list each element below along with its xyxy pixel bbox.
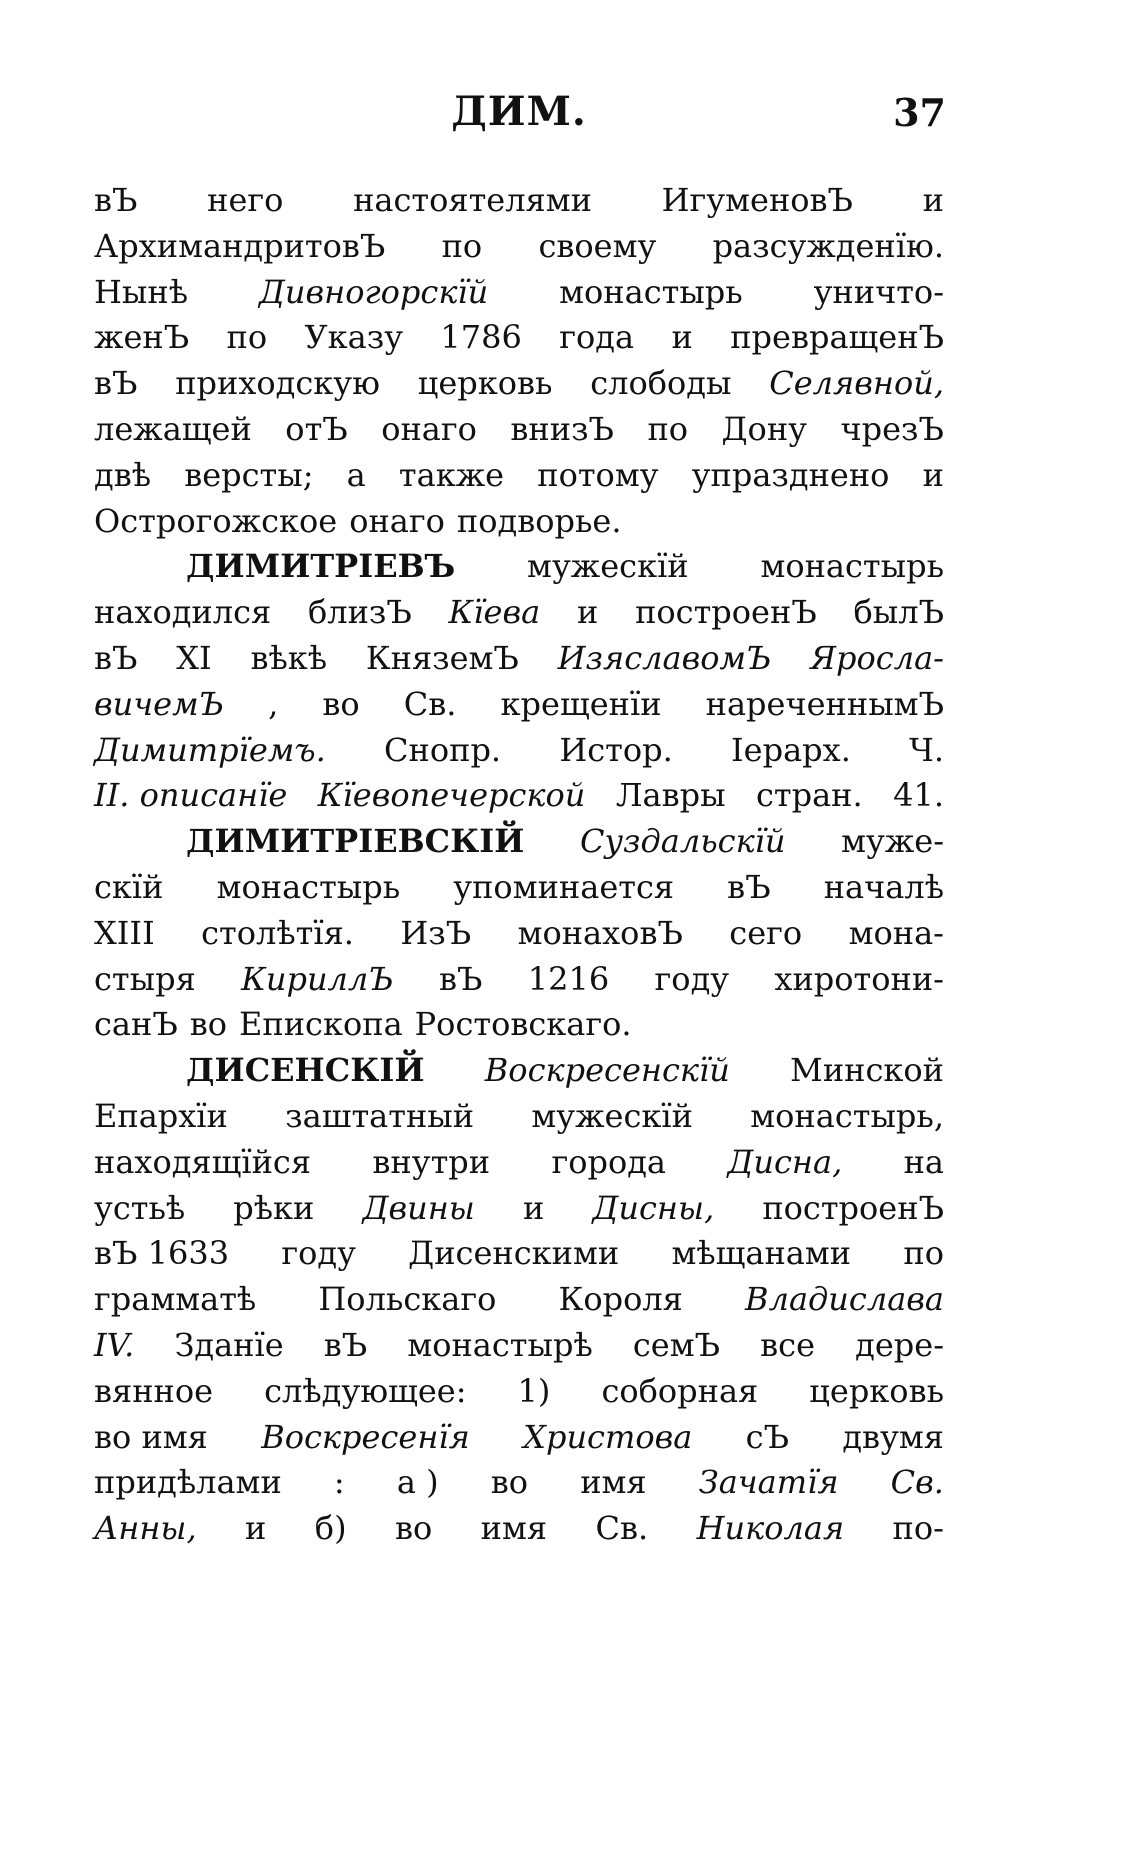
text-word: муже- [841, 822, 944, 861]
text-word: во [394, 1509, 433, 1548]
text-word: двѣ [94, 455, 152, 494]
text-word: версты; [184, 455, 314, 494]
text-word: вѣкѣ [250, 638, 328, 677]
text-word: Нынѣ [94, 272, 188, 311]
text-word: потому [537, 455, 659, 494]
text-word: чрезЪ [840, 409, 944, 448]
text-word: отЪ [285, 409, 348, 448]
text-word: мона- [848, 913, 944, 952]
text-word: придѣлами [94, 1463, 282, 1502]
entry-headword: ДИМИТРІЕВСКІЙ [186, 822, 525, 861]
text-word: Епископа [239, 1005, 403, 1044]
text-line [94, 911, 944, 957]
text-word: на [903, 1142, 944, 1181]
text-word: онаго [349, 501, 445, 540]
text-word: близЪ [307, 593, 412, 632]
text-word: подворье. [456, 501, 622, 540]
text-word: Дисна, [727, 1142, 843, 1181]
text-word: грамматѣ [94, 1280, 257, 1319]
text-word: монастырь [760, 547, 944, 586]
text-word: Зачатїя [698, 1463, 839, 1502]
text-line [94, 1048, 944, 1094]
text-word: все [760, 1325, 816, 1364]
text-word: КняземЪ [365, 638, 519, 677]
text-word: вЪ [323, 1325, 368, 1364]
text-word: КириллЪ [241, 959, 394, 998]
text-word: хиротони- [774, 959, 944, 998]
text-word: вянное [94, 1371, 214, 1410]
running-head [94, 88, 944, 148]
text-word: церковь [809, 1371, 944, 1410]
text-word: онаго [381, 409, 477, 448]
text-word: имя [480, 1509, 548, 1548]
text-word: города [551, 1142, 666, 1181]
text-word: Св. [403, 684, 457, 723]
text-word: Кїева [448, 593, 541, 632]
text-word: Суздальскїй [579, 822, 786, 861]
text-word: также [398, 455, 505, 494]
text-word: заштатный [285, 1096, 475, 1135]
text-word: крещенїи [500, 684, 662, 723]
text-word: Селявной, [769, 364, 944, 403]
text-word: по [903, 1234, 944, 1273]
text-word: мужескїй [531, 1096, 693, 1135]
text-line [94, 361, 944, 407]
text-word: стран. [755, 776, 863, 815]
text-word: вЪ [94, 364, 138, 403]
text-word: дере- [855, 1325, 944, 1364]
text-word: находился [94, 593, 272, 632]
text-line [94, 1323, 944, 1369]
text-word: Двины [362, 1188, 475, 1227]
text-word: Ч. [909, 730, 944, 769]
text-line [94, 1186, 944, 1232]
text-line [94, 1369, 944, 1415]
text-word: II. описанїе [94, 776, 288, 815]
text-word: превращенЪ [730, 318, 944, 357]
text-word: по [441, 226, 483, 265]
text-word: Ростовскаго. [414, 1005, 632, 1044]
text-word: стыря [94, 959, 196, 998]
text-word: XI [176, 638, 212, 677]
text-word: санЪ [94, 1005, 178, 1044]
text-line [94, 1460, 944, 1506]
text-word: и [576, 593, 599, 632]
text-line [94, 819, 944, 865]
text-word: настоятелями [353, 181, 592, 219]
text-word: Дону [721, 409, 807, 448]
text-word: по [226, 318, 268, 357]
text-word: монастырь [216, 867, 401, 906]
text-line [94, 1140, 944, 1186]
text-line [94, 1415, 944, 1461]
text-word: сего [729, 913, 803, 952]
text-word: монаховЪ [517, 913, 683, 952]
text-word: Дисны, [592, 1188, 715, 1227]
text-word: и [671, 318, 693, 357]
text-word: Истор. [559, 730, 673, 769]
text-word: Зданїе [174, 1325, 284, 1364]
text-word: имя [580, 1463, 647, 1502]
text-word: ИзЪ [400, 913, 472, 952]
text-line [94, 544, 944, 590]
text-word: Короля [558, 1280, 683, 1319]
text-word: году [654, 959, 730, 998]
text-word: былЪ [853, 593, 944, 632]
text-line [94, 865, 944, 911]
text-line [94, 1506, 944, 1552]
text-word: Св. [890, 1463, 944, 1502]
text-word: XIII [94, 913, 155, 952]
text-word: вичемЪ [94, 684, 225, 723]
text-word: Воскресенскїй [484, 1051, 730, 1090]
text-word: вЪ [94, 181, 138, 219]
text-line [94, 315, 944, 361]
text-word: началѣ [823, 867, 944, 906]
text-line [94, 270, 944, 316]
text-word: Снопр. [384, 730, 502, 769]
page-header-title: ДИМ. [451, 88, 587, 135]
entry-headword: ДИСЕНСКІЙ [186, 1051, 425, 1090]
text-word: и [922, 181, 944, 219]
text-line [94, 453, 944, 499]
text-line [94, 224, 944, 270]
text-line [94, 1094, 944, 1140]
text-word: женЪ [94, 318, 190, 357]
text-line [94, 407, 944, 453]
text-word: Дивногорскїй [258, 272, 489, 311]
text-word: Николая [696, 1509, 845, 1548]
text-word: мѣщанами [671, 1234, 852, 1273]
page-number: 37 [893, 90, 946, 135]
text-word: Воскресенїя [261, 1417, 470, 1456]
text-word: Минской [790, 1051, 944, 1090]
text-word: семЪ [632, 1325, 721, 1364]
text-word: монастырѣ [407, 1325, 593, 1364]
text-word: вЪ [727, 867, 771, 906]
text-word: устьѣ [94, 1188, 186, 1227]
text-word: построенЪ [635, 593, 817, 632]
text-word: 1) [517, 1371, 551, 1410]
text-word: б) [314, 1509, 347, 1548]
text-word: Острогожское [94, 501, 338, 540]
text-word: вЪ [94, 638, 138, 677]
text-word: соборная [601, 1371, 759, 1410]
text-word: двумя [842, 1417, 944, 1456]
text-word: по- [892, 1509, 944, 1548]
text-word: упоминается [453, 867, 675, 906]
text-word: Димитрїемъ. [94, 730, 326, 769]
text-word: Св. [595, 1509, 649, 1548]
text-word: Анны, [94, 1509, 197, 1548]
text-line [94, 1277, 944, 1323]
text-word: во [490, 1463, 529, 1502]
text-word: находящїйся [94, 1142, 312, 1181]
text-word: вЪ [439, 959, 483, 998]
text-word: приходскую [175, 364, 380, 403]
text-word: уничто- [813, 272, 944, 311]
text-word: 41. [893, 776, 944, 815]
text-word: во имя [94, 1417, 208, 1456]
text-word: по [647, 409, 689, 448]
text-word: и [245, 1509, 267, 1548]
text-word: нареченнымЪ [705, 684, 944, 723]
text-word: скїй [94, 867, 164, 906]
text-word: своему [538, 226, 657, 265]
text-word: во [189, 1005, 228, 1044]
text-word: ИгуменовЪ [661, 181, 853, 219]
text-word: IV. [94, 1325, 135, 1364]
text-word: Дисенскими [408, 1234, 620, 1273]
text-word: ИзяславомЪ [557, 638, 772, 677]
text-word: Польскаго [318, 1280, 497, 1319]
text-word: Кїевопечерской [317, 776, 586, 815]
text-word: вЪ 1633 [94, 1234, 230, 1273]
text-word: Іерарх. [731, 730, 851, 769]
text-line [94, 499, 944, 545]
text-word: а ) [396, 1463, 439, 1502]
text-word: Яросла- [810, 638, 944, 677]
text-word: Владислава [745, 1280, 944, 1319]
text-word: монастырь, [750, 1096, 944, 1135]
text-word: сЪ [745, 1417, 789, 1456]
text-word: 1216 [527, 959, 610, 998]
text-word: столѣтїя. [201, 913, 354, 952]
text-line [94, 1002, 944, 1048]
text-word: году [281, 1234, 356, 1273]
text-line [94, 682, 944, 728]
text-word: Христова [523, 1417, 693, 1456]
body-text [94, 178, 944, 1552]
text-word: , [268, 684, 279, 723]
text-line [94, 728, 944, 774]
text-word: построенЪ [762, 1188, 944, 1227]
text-word: и [922, 455, 944, 494]
text-word: 1786 [440, 318, 522, 357]
text-word: лежащей [94, 409, 252, 448]
text-line [94, 957, 944, 1003]
text-word: монастырь [559, 272, 743, 311]
text-line [94, 178, 944, 224]
text-word: слѣдующее: [264, 1371, 467, 1410]
text-word: рѣки [233, 1188, 315, 1227]
text-word: а [346, 455, 366, 494]
entry-headword: ДИМИТРІЕВЪ [186, 547, 456, 586]
text-line [94, 636, 944, 682]
text-word: мужескїй [527, 547, 689, 586]
text-word: церковь [417, 364, 553, 403]
text-word: : [333, 1463, 345, 1502]
text-word: Лавры [615, 776, 726, 815]
text-word: Указу [304, 318, 404, 357]
text-word: АрхимандритовЪ [94, 226, 386, 265]
text-word: слободы [590, 364, 732, 403]
text-word: внутри [372, 1142, 491, 1181]
text-word: разсужденїю. [712, 226, 944, 265]
text-line [94, 590, 944, 636]
text-word: упразднено [691, 455, 890, 494]
text-line [94, 1231, 944, 1277]
text-word: Епархїи [94, 1096, 228, 1135]
text-word: и [522, 1188, 545, 1227]
text-word: внизЪ [510, 409, 614, 448]
text-word: года [559, 318, 635, 357]
text-word: во [322, 684, 360, 723]
text-word: него [207, 181, 284, 219]
text-line [94, 773, 944, 819]
